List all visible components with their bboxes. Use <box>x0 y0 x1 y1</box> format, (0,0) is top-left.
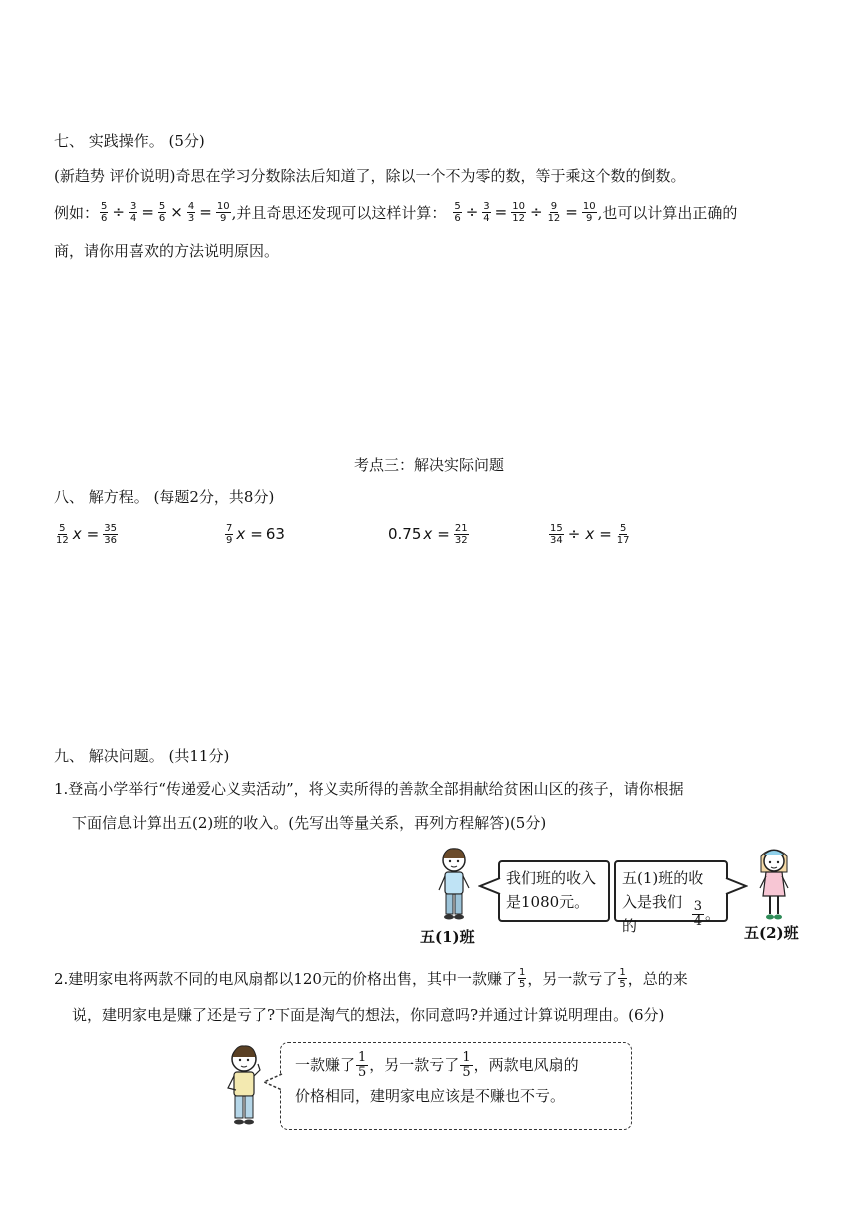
boy-illustration <box>432 846 476 922</box>
equation-2: $\frac{7}{9}$ x = 63 <box>226 522 285 546</box>
operator: × <box>170 203 183 221</box>
equation-3: 0.75 x = $\frac{21}{32}$ <box>388 522 468 546</box>
equals: = <box>494 203 508 221</box>
fraction: $\frac{5}{6}$ <box>454 200 461 224</box>
thought-box: 一款赚了 1 5 ，另一款亏了 1 5 ，两款电风扇的 价格相同，建明家电应该是不赚也不亏。 <box>280 1042 632 1130</box>
fraction: $\frac{10}{12}$ <box>512 200 525 224</box>
girl-illustration <box>752 846 796 922</box>
fraction: $\frac{9}{12}$ <box>547 200 561 224</box>
label-class-1: 五(1)班 <box>420 928 475 946</box>
operator: ÷ <box>529 203 543 221</box>
suffix-text: ,也可以计算出正确的 <box>597 203 738 222</box>
bubble-tail-left <box>478 876 502 896</box>
label-class-2: 五(2)班 <box>744 924 799 942</box>
equals: = <box>199 203 212 221</box>
q2-line1: 2.建明家电将两款不同的电风扇都以120元的价格出售，其中一款赚了 $\frac{1}{5}$ ，另一款亏了 $\frac{1}{5}$ ，总的来 <box>54 966 688 990</box>
fraction: $\frac{5}{6}$ <box>158 200 166 224</box>
equation-1: $\frac{5}{12}$ x = $\frac{35}{36}$ <box>56 522 117 546</box>
section7-heading: 七、 实践操作。 (5分) <box>54 132 205 150</box>
fraction: $\frac{10}{9}$ <box>216 200 230 224</box>
topic-heading: 考点三：解决实际问题 <box>354 456 505 474</box>
bubble-tail-right <box>724 876 748 896</box>
section7-line1: (新趋势 评价说明)奇思在学习分数除法后知道了，除以一个不为零的数，等于乘这个数的倒数。 <box>54 167 686 185</box>
fraction: $\frac{5}{6}$ <box>101 200 108 224</box>
thought-box-tail <box>262 1072 284 1092</box>
equation-4: $\frac{15}{34}$ ÷ x = $\frac{5}{17}$ <box>550 522 630 546</box>
operator: ÷ <box>465 203 479 221</box>
q1-line1: 1.登高小学举行“传递爱心义卖活动”，将义卖所得的善款全部捐献给贫困山区的孩子，请你根据 <box>54 780 684 798</box>
fraction: $\frac{4}{3}$ <box>187 200 195 224</box>
fraction: $\frac{3}{4}$ <box>129 200 137 224</box>
speech-bubble-left: 我们班的收入 是1080元。 <box>498 860 610 922</box>
section7-line2 <box>54 196 737 228</box>
equals: = <box>565 203 578 221</box>
section8-heading: 八、 解方程。 (每题2分，共8分) <box>54 488 275 506</box>
equals: = <box>141 203 154 221</box>
speech-bubble-right: 五(1)班的收 入是我们的 3 4 。 <box>614 860 728 922</box>
fraction: $\frac{10}{9}$ <box>582 200 596 224</box>
fraction: $\frac{3}{4}$ <box>483 200 490 224</box>
q1-line2: 下面信息计算出五(2)班的收入。(先写出等量关系，再列方程解答)(5分) <box>72 814 547 832</box>
section9-heading: 九、 解决问题。 (共11分) <box>54 747 230 765</box>
operator: ÷ <box>112 203 125 221</box>
section7-line3: 商，请你用喜欢的方法说明原因。 <box>54 242 280 260</box>
middle-text: ,并且奇思还发现可以这样计算： <box>231 203 447 222</box>
prefix-text: 例如： <box>54 203 100 222</box>
q2-line2: 说，建明家电是赚了还是亏了?下面是淘气的想法，你同意吗?并通过计算说明理由。(6分) <box>72 1006 665 1024</box>
